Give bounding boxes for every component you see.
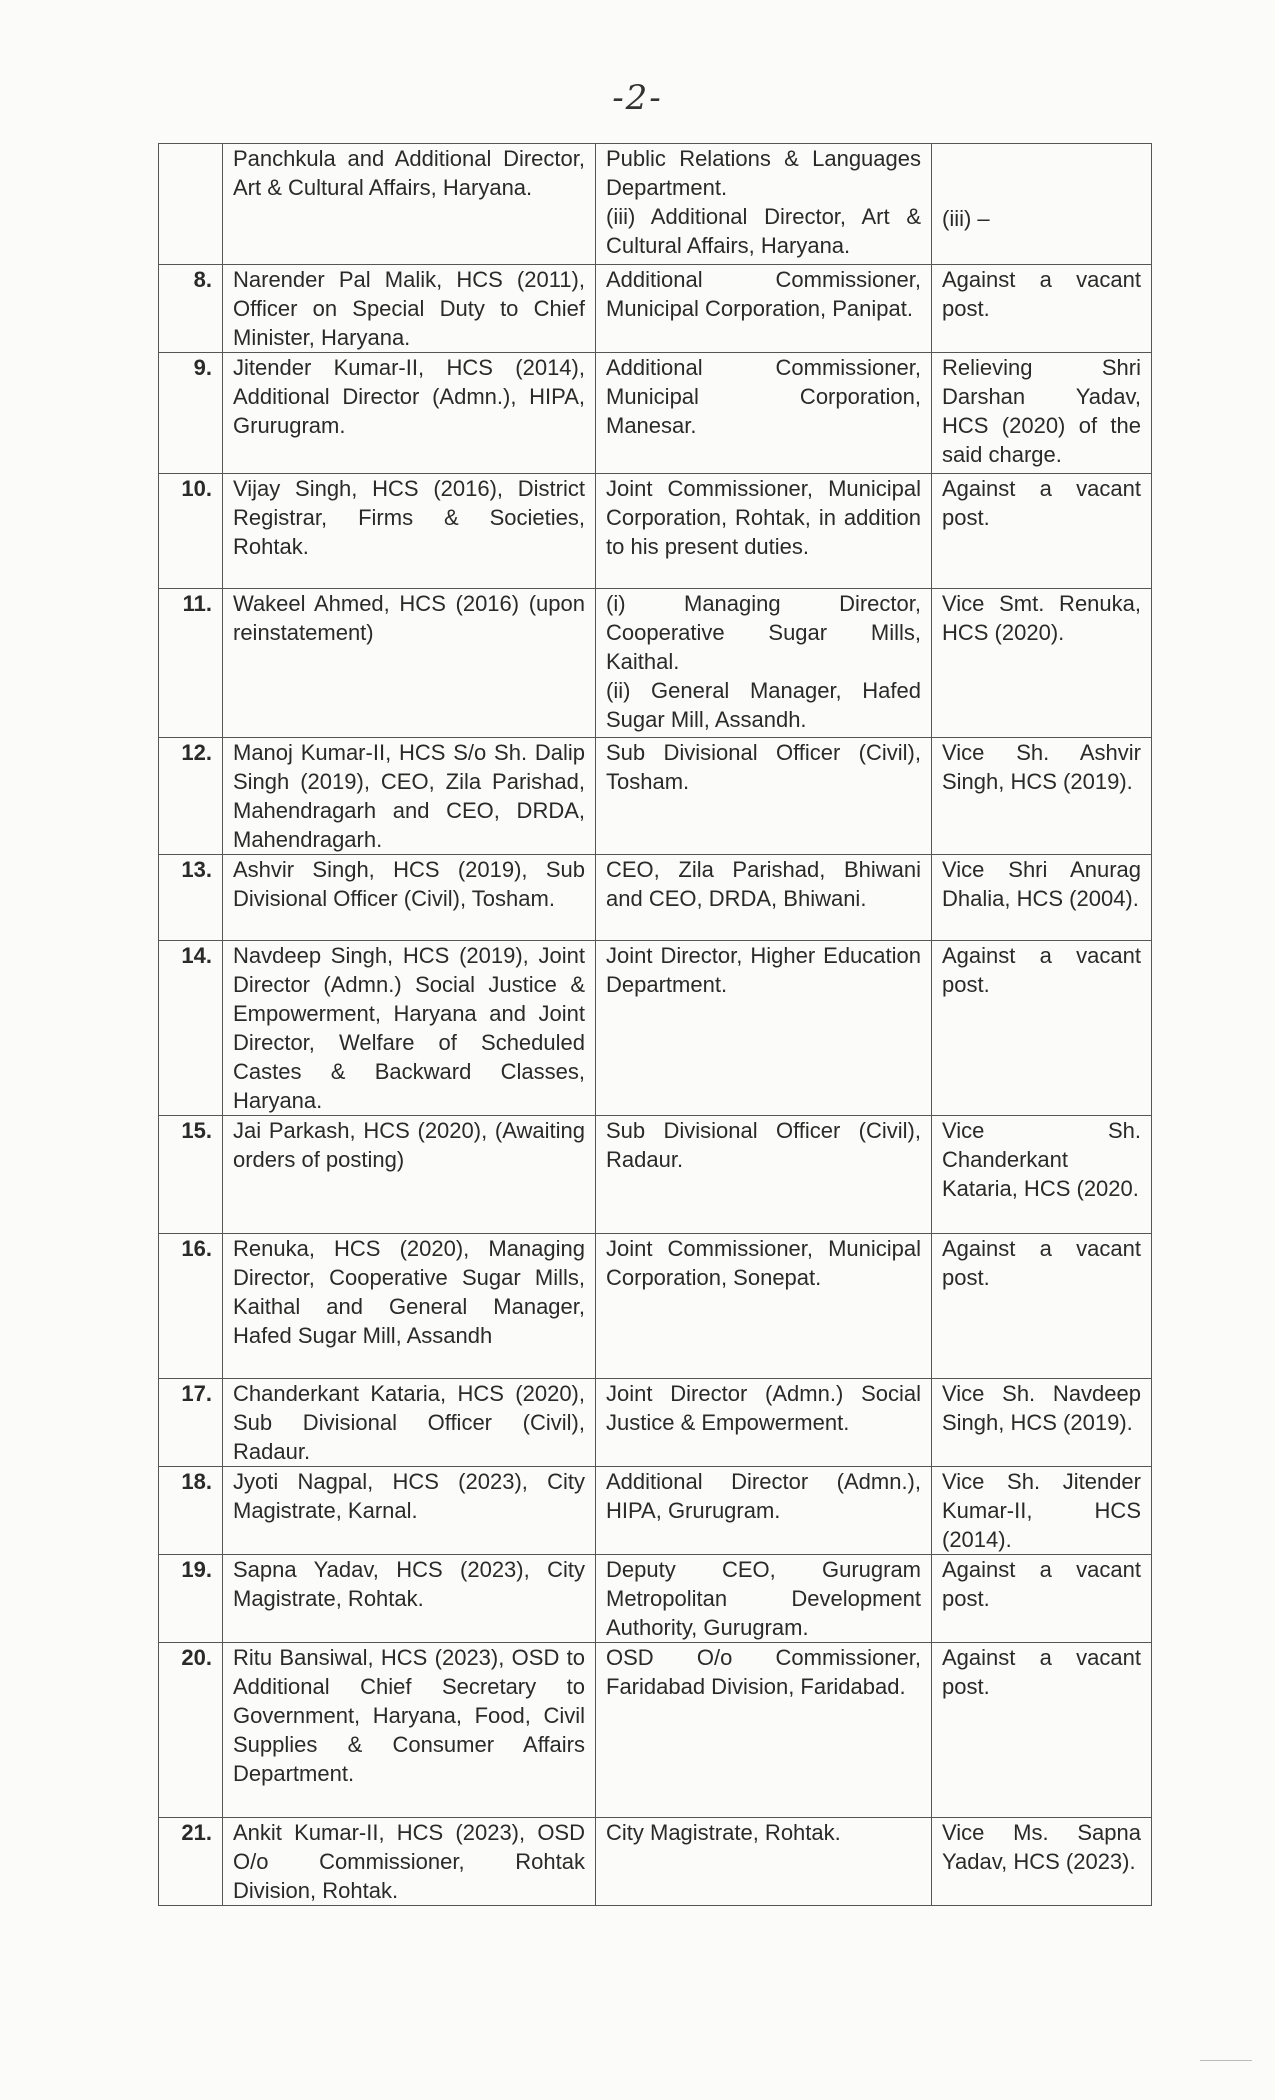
officer-cell: Ankit Kumar-II, HCS (2023), OSD O/o Commissioner, Rohtak Division, Rohtak. bbox=[223, 1818, 596, 1906]
posting-extra-text: (ii) General Manager, Hafed Sugar Mill, Assandh. bbox=[606, 678, 921, 732]
posting-cell bbox=[596, 144, 932, 265]
officer-cell: Chanderkant Kataria, HCS (2020), Sub Divisional Officer (Civil), Radaur. bbox=[223, 1379, 596, 1467]
page-number: -2- bbox=[612, 78, 663, 118]
serial-number bbox=[159, 144, 223, 265]
remarks-cell: Against a vacant post. bbox=[932, 1643, 1152, 1818]
table-row bbox=[159, 1643, 1152, 1818]
posting-cell: Sub Divisional Officer (Civil), Tosham. bbox=[596, 738, 932, 855]
table-row bbox=[159, 1555, 1152, 1643]
posting-cell: Additional Director (Admn.), HIPA, Grurugram. bbox=[596, 1467, 932, 1555]
remarks-cell: Vice Sh. Jitender Kumar-II, HCS (2014). bbox=[932, 1467, 1152, 1555]
remarks-cell: Against a vacant post. bbox=[932, 265, 1152, 353]
posting-cell: Additional Commissioner, Municipal Corporation, Manesar. bbox=[596, 353, 932, 474]
officer-cell: Manoj Kumar-II, HCS S/o Sh. Dalip Singh (2019), CEO, Zila Parishad, Mahendragarh and CEO, DRDA, Mahendragarh. bbox=[223, 738, 596, 855]
officer-cell: Sapna Yadav, HCS (2023), City Magistrate, Rohtak. bbox=[223, 1555, 596, 1643]
posting-extra-text: (iii) Additional Director, Art & Cultural Affairs, Haryana. bbox=[606, 204, 921, 258]
remarks-text: (iii) – bbox=[942, 206, 990, 231]
remarks-cell: Vice Shri Anurag Dhalia, HCS (2004). bbox=[932, 855, 1152, 941]
remarks-cell: Against a vacant post. bbox=[932, 1555, 1152, 1643]
remarks-cell: Against a vacant post. bbox=[932, 1234, 1152, 1379]
remarks-cell: Vice Sh. Navdeep Singh, HCS (2019). bbox=[932, 1379, 1152, 1467]
table-row bbox=[159, 144, 1152, 265]
serial-number: 13. bbox=[159, 855, 223, 941]
serial-number: 10. bbox=[159, 474, 223, 589]
posting-cell: City Magistrate, Rohtak. bbox=[596, 1818, 932, 1906]
officer-cell: Navdeep Singh, HCS (2019), Joint Director (Admn.) Social Justice & Empowerment, Haryana and Joint Director, Welfare of Scheduled Castes & Backward Classes, Haryana. bbox=[223, 941, 596, 1116]
posting-text: (i) Managing Director, Cooperative Sugar Mills, Kaithal. bbox=[606, 591, 921, 674]
serial-number: 8. bbox=[159, 265, 223, 353]
officer-cell: Renuka, HCS (2020), Managing Director, Cooperative Sugar Mills, Kaithal and General Manager, Hafed Sugar Mill, Assandh bbox=[223, 1234, 596, 1379]
serial-number: 21. bbox=[159, 1818, 223, 1906]
table-row bbox=[159, 1818, 1152, 1906]
posting-cell: Joint Commissioner, Municipal Corporation, Sonepat. bbox=[596, 1234, 932, 1379]
remarks-cell: Vice Ms. Sapna Yadav, HCS (2023). bbox=[932, 1818, 1152, 1906]
posting-cell: Joint Director, Higher Education Department. bbox=[596, 941, 932, 1116]
remarks-cell bbox=[932, 144, 1152, 265]
remarks-cell: Against a vacant post. bbox=[932, 474, 1152, 589]
posting-cell: OSD O/o Commissioner, Faridabad Division, Faridabad. bbox=[596, 1643, 932, 1818]
serial-number: 15. bbox=[159, 1116, 223, 1234]
table-row bbox=[159, 1379, 1152, 1467]
officer-cell: Jyoti Nagpal, HCS (2023), City Magistrate, Karnal. bbox=[223, 1467, 596, 1555]
table-row bbox=[159, 855, 1152, 941]
table-row bbox=[159, 265, 1152, 353]
serial-number: 18. bbox=[159, 1467, 223, 1555]
table-row bbox=[159, 941, 1152, 1116]
officer-cell: Jai Parkash, HCS (2020), (Awaiting orders of posting) bbox=[223, 1116, 596, 1234]
remarks-cell: Vice Sh. Ashvir Singh, HCS (2019). bbox=[932, 738, 1152, 855]
posting-cell: CEO, Zila Parishad, Bhiwani and CEO, DRDA, Bhiwani. bbox=[596, 855, 932, 941]
table-row bbox=[159, 589, 1152, 738]
serial-number: 20. bbox=[159, 1643, 223, 1818]
posting-text: Public Relations & Languages Department. bbox=[606, 146, 921, 200]
scan-mark bbox=[1200, 2060, 1252, 2061]
officer-cell: Jitender Kumar-II, HCS (2014), Additional Director (Admn.), HIPA, Grurugram. bbox=[223, 353, 596, 474]
officer-cell: Ritu Bansiwal, HCS (2023), OSD to Additional Chief Secretary to Government, Haryana, Food, Civil Supplies & Consumer Affairs Department. bbox=[223, 1643, 596, 1818]
posting-orders-table bbox=[158, 143, 1152, 1906]
serial-number: 17. bbox=[159, 1379, 223, 1467]
remarks-cell: Relieving Shri Darshan Yadav, HCS (2020) of the said charge. bbox=[932, 353, 1152, 474]
posting-cell: Additional Commissioner, Municipal Corporation, Panipat. bbox=[596, 265, 932, 353]
serial-number: 11. bbox=[159, 589, 223, 738]
serial-number: 19. bbox=[159, 1555, 223, 1643]
serial-number: 9. bbox=[159, 353, 223, 474]
serial-number: 12. bbox=[159, 738, 223, 855]
officer-cell: Panchkula and Additional Director, Art & Cultural Affairs, Haryana. bbox=[223, 144, 596, 265]
table-row bbox=[159, 474, 1152, 589]
table-row bbox=[159, 1467, 1152, 1555]
serial-number: 16. bbox=[159, 1234, 223, 1379]
posting-cell: Deputy CEO, Gurugram Metropolitan Development Authority, Gurugram. bbox=[596, 1555, 932, 1643]
officer-cell: Wakeel Ahmed, HCS (2016) (upon reinstatement) bbox=[223, 589, 596, 738]
table-row bbox=[159, 353, 1152, 474]
table-row bbox=[159, 738, 1152, 855]
officer-cell: Ashvir Singh, HCS (2019), Sub Divisional Officer (Civil), Tosham. bbox=[223, 855, 596, 941]
serial-number: 14. bbox=[159, 941, 223, 1116]
posting-cell: Joint Commissioner, Municipal Corporation, Rohtak, in addition to his present duties. bbox=[596, 474, 932, 589]
remarks-cell: Against a vacant post. bbox=[932, 941, 1152, 1116]
posting-cell bbox=[596, 589, 932, 738]
officer-cell: Vijay Singh, HCS (2016), District Registrar, Firms & Societies, Rohtak. bbox=[223, 474, 596, 589]
remarks-cell: Vice Sh. Chanderkant Kataria, HCS (2020. bbox=[932, 1116, 1152, 1234]
table-row bbox=[159, 1116, 1152, 1234]
posting-cell: Joint Director (Admn.) Social Justice & Empowerment. bbox=[596, 1379, 932, 1467]
remarks-cell: Vice Smt. Renuka, HCS (2020). bbox=[932, 589, 1152, 738]
posting-cell: Sub Divisional Officer (Civil), Radaur. bbox=[596, 1116, 932, 1234]
officer-cell: Narender Pal Malik, HCS (2011), Officer on Special Duty to Chief Minister, Haryana. bbox=[223, 265, 596, 353]
table-row bbox=[159, 1234, 1152, 1379]
